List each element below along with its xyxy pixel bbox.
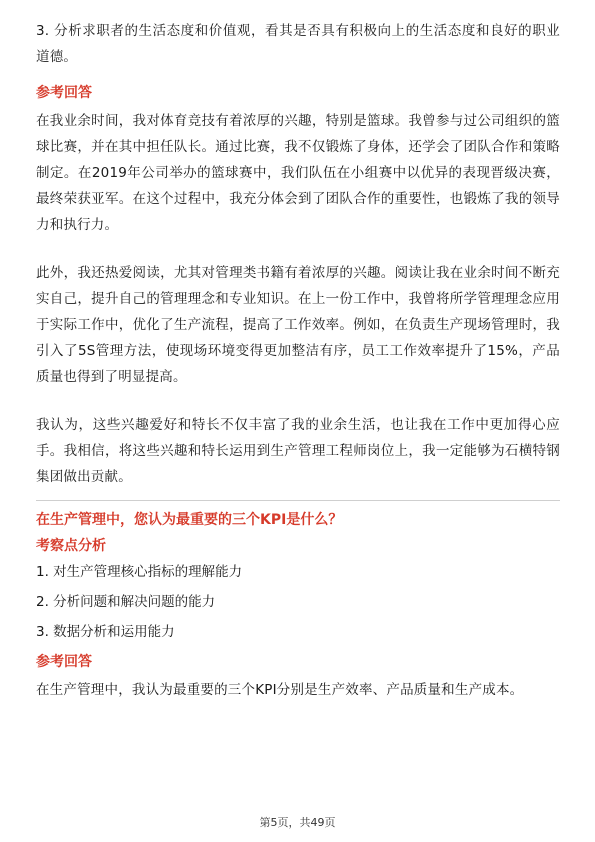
answer-paragraph-3: 我认为，这些兴趣爱好和特长不仅丰富了我的业余生活，也让我在工作中更加得心应手。我相信，将这些兴趣和特长运用到生产管理工程师岗位上，我一定能够为石横特钢集团做出贡献。: [36, 417, 560, 485]
answer-paragraph-1: 在我业余时间，我对体育竞技有着浓厚的兴趣，特别是篮球。我曾参与过公司组织的篮球比赛，并在其中担任队长。通过比赛，我不仅锻炼了身体，还学会了团队合作和策略制定。在2019年公司举办的篮球赛中，我们队伍在小组赛中以优异的表现晋级决赛，最终荣获亚军。在这个过程中，我充分体会到了团队合作的重要性，也锻炼了我的领导力和执行力。: [36, 113, 560, 233]
answer-paragraph-2: 此外，我还热爱阅读，尤其对管理类书籍有着浓厚的兴趣。阅读让我在业余时间不断充实自己，提升自己的管理理念和专业知识。在上一份工作中，我曾将所学管理理念应用于实际工作中，优化了生产流程，提高了工作效率。例如，在负责生产现场管理时，我引入了5S管理方法，使现场环境变得更加整洁有序，员工工作效率提升了15%，产品质量也得到了明显提高。: [36, 265, 560, 385]
question-heading: 在生产管理中，您认为最重要的三个KPI是什么？: [36, 512, 343, 528]
analysis-item-1: 1. 对生产管理核心指标的理解能力: [36, 564, 243, 580]
analysis-item-2: 2. 分析问题和解决问题的能力: [36, 594, 216, 610]
answer-label-2: 参考回答: [36, 654, 92, 670]
intro-list-item: 3. 分析求职者的生活态度和价值观，看其是否具有积极向上的生活态度和良好的职业道德。: [36, 23, 560, 65]
page-number-footer: 第5页，共49页: [259, 816, 336, 829]
analysis-item-3: 3. 数据分析和运用能力: [36, 624, 175, 640]
answer-label: 参考回答: [36, 85, 92, 101]
analysis-label: 考察点分析: [36, 538, 106, 554]
page-content: [36, 18, 560, 703]
section-divider: [36, 500, 560, 501]
answer-2-paragraph: 在生产管理中，我认为最重要的三个KPI分别是生产效率、产品质量和生产成本。: [36, 682, 524, 698]
